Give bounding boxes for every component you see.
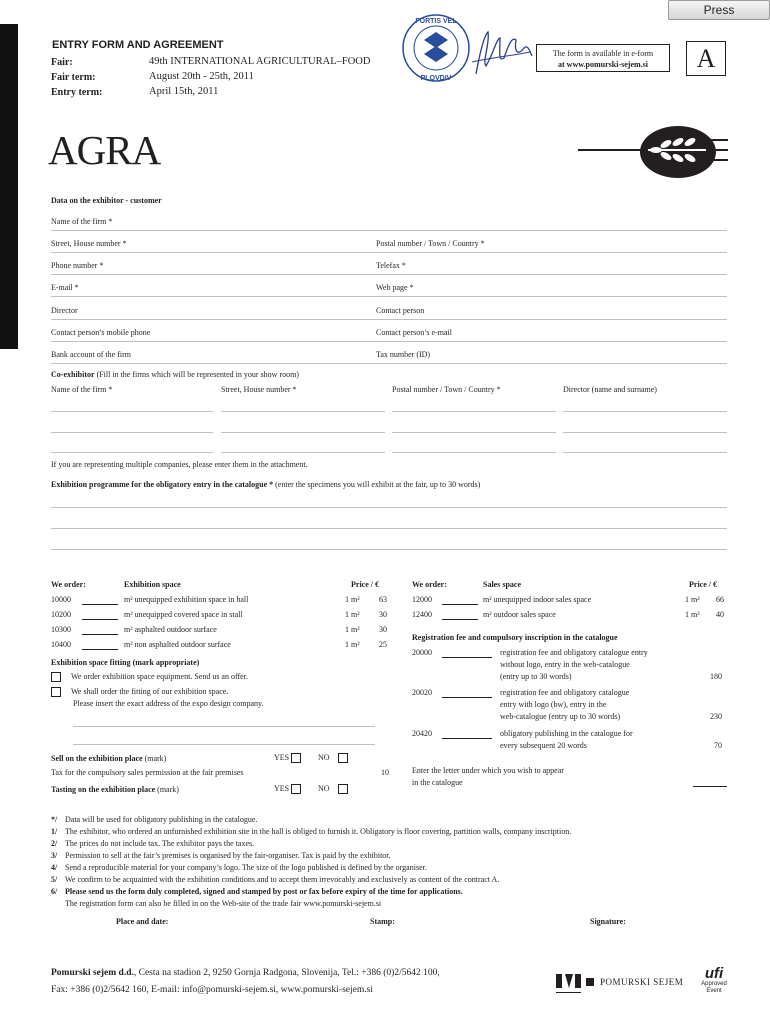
reg-desc-line: without logo, entry in the web-catalogue: [500, 660, 630, 669]
signature-label: Signature:: [590, 917, 626, 926]
footer-company: Pomurski sejem d.d.: [51, 968, 134, 978]
firm-name-label: Name of the firm *: [51, 217, 113, 226]
sales-tax-price: 10: [381, 768, 389, 777]
order-price: 63: [379, 595, 387, 604]
eform-line2[interactable]: at www.pomurski-sejem.si: [558, 60, 648, 69]
fitting-option-2: [51, 687, 228, 697]
note-mark: 4/: [51, 863, 58, 872]
email-label: E-mail *: [51, 283, 79, 292]
reg-qty-field[interactable]: [442, 697, 492, 698]
reg-desc-line: (entry up to 30 words): [500, 672, 572, 681]
tasting-yes: [274, 784, 301, 794]
order-price: 30: [379, 625, 387, 634]
sell-row: [51, 754, 166, 763]
note-item: [51, 827, 571, 836]
order-unit: 1 m²: [685, 595, 700, 604]
expo-address-line-2[interactable]: [73, 744, 375, 745]
co-field-r1c1[interactable]: [51, 411, 213, 412]
street-field[interactable]: [51, 252, 727, 253]
programme-title: Exhibition programme for the obligatory entry in the catalogue *: [51, 480, 274, 489]
note-item: [51, 875, 499, 884]
order-unit: 1 m²: [345, 595, 360, 604]
tax-label: Tax number (ID): [376, 350, 431, 359]
reg-code: 20020: [412, 688, 432, 697]
programme-note: (enter the specimens you will exhibit at the fair, up to 30 words): [273, 480, 481, 489]
sell-yes-label: YES: [274, 753, 290, 762]
reg-code: 20420: [412, 729, 432, 738]
reg-desc-line: registration fee and obligatory catalogue entry: [500, 648, 648, 657]
web-label: Web page *: [376, 283, 414, 292]
order-qty-field[interactable]: [82, 634, 118, 635]
order-qty-field[interactable]: [82, 619, 118, 620]
pomurski-sejem-logo-icon: [556, 970, 596, 998]
bank-field[interactable]: [51, 363, 727, 364]
order-unit: 1 m²: [345, 610, 360, 619]
note-mark: 3/: [51, 851, 58, 860]
coexhibitor-note: (Fill in the firms which will be represented in your show room): [94, 370, 299, 379]
tasting-row: [51, 785, 179, 794]
order-code: 12000: [412, 595, 432, 604]
fair-seal-stamp: [398, 10, 474, 86]
coexhibitor-heading: [51, 370, 299, 379]
bank-label: Bank account of the firm: [51, 350, 131, 359]
note-text: The registration form can also be filled in on the Web-site of the trade fair www.pomurski-sejem.si: [65, 899, 382, 908]
programme-heading: [51, 480, 480, 489]
wheat-logo-icon: [578, 118, 728, 186]
co-field-r2c3[interactable]: [392, 432, 556, 433]
fair-value: 49th INTERNATIONAL AGRICULTURAL–FOOD: [149, 56, 371, 67]
order-unit: 1 m²: [685, 610, 700, 619]
fitting-option-1-label: We order exhibition space equipment. Send us an offer.: [71, 672, 248, 681]
order-price: 30: [379, 610, 387, 619]
tasting-no: [318, 784, 348, 794]
note-mark: 6/: [51, 887, 58, 896]
note-mark: 5/: [51, 875, 58, 884]
right-price-header: Price / €: [689, 580, 717, 589]
left-space-header: Exhibition space: [124, 580, 181, 589]
fitting-option-2-label: We shall order the fitting of our exhibition space.: [71, 687, 229, 696]
order-desc: m² unequipped covered space in stall: [124, 610, 243, 619]
coexhibitor-attachment-note: If you are representing multiple companies, please enter them in the attachment.: [51, 460, 308, 469]
reg-price: 180: [710, 672, 722, 681]
note-text: Data will be used for obligatory publishing in the catalogue.: [65, 815, 258, 824]
svg-text:FORTIS VEL: FORTIS VEL: [415, 18, 457, 25]
note-mark: 1/: [51, 827, 58, 836]
postal-label: Postal number / Town / Country *: [376, 239, 485, 248]
order-code: 10300: [51, 625, 71, 634]
note-item: [51, 815, 257, 824]
contact-mobile-field[interactable]: [51, 341, 727, 342]
fitting-option-1: [51, 672, 248, 682]
order-desc: m² asphalted outdoor surface: [124, 625, 217, 634]
director-field[interactable]: [51, 319, 727, 320]
right-we-order-header: We order:: [412, 580, 447, 589]
contact-email-label: Contact person’s e-mail: [376, 328, 452, 337]
director-label: Director: [51, 306, 78, 315]
tasting-label: Tasting on the exhibition place: [51, 785, 156, 794]
tasting-no-checkbox[interactable]: [338, 784, 348, 794]
left-price-header: Price / €: [351, 580, 379, 589]
sell-mark-note: (mark): [142, 754, 167, 763]
fitting-heading: Exhibition space fitting (mark appropriate): [51, 658, 200, 667]
ufi-logo-text: ufi: [704, 965, 724, 982]
catalogue-letter-line1: Enter the letter under which you wish to appear: [412, 766, 564, 775]
order-qty-field[interactable]: [442, 619, 478, 620]
order-desc: m² outdoor sales space: [483, 610, 556, 619]
footer-address: [51, 968, 440, 978]
order-qty-field[interactable]: [442, 604, 478, 605]
sell-yes: [274, 753, 301, 763]
sell-label: Sell on the exhibition place: [51, 754, 143, 763]
order-qty-field[interactable]: [82, 649, 118, 650]
fair-term-label: Fair term:: [51, 72, 96, 83]
reg-desc-line: registration fee and obligatory catalogue: [500, 688, 630, 697]
stamp-label: Stamp:: [370, 917, 395, 926]
tasting-yes-checkbox[interactable]: [291, 784, 301, 794]
note-mark: 2/: [51, 839, 58, 848]
tasting-mark-note: (mark): [155, 785, 179, 794]
registration-heading: Registration fee and compulsory inscription in the catalogue: [412, 633, 618, 642]
sales-tax-text: Tax for the compulsory sales permission at the fair premises: [51, 768, 244, 777]
order-code: 10200: [51, 610, 71, 619]
co-street-label: Street, House number *: [221, 385, 297, 394]
tasting-yes-label: YES: [274, 784, 290, 793]
contact-label: Contact person: [376, 306, 425, 315]
reg-desc-line: every subsequent 20 words: [500, 741, 587, 750]
order-desc: m² unequipped indoor sales space: [483, 595, 592, 604]
co-firm-label: Name of the firm *: [51, 385, 113, 394]
eform-line1: The form is available in e-form: [552, 49, 654, 58]
note-text: We confirm to be acquainted with the exhibition conditions and to accept them irrevocably and exclusively as content of the contract A.: [65, 875, 500, 884]
svg-text:PLOVDIV: PLOVDIV: [420, 75, 452, 82]
order-code: 10000: [51, 595, 71, 604]
order-price: 25: [379, 640, 387, 649]
catalogue-letter-line2: in the catalogue: [412, 778, 463, 787]
tasting-no-label: NO: [318, 784, 330, 793]
co-field-r2c1[interactable]: [51, 432, 213, 433]
exhibitor-heading: Data on the exhibitor - customer: [51, 196, 162, 205]
firm-name-field[interactable]: [51, 230, 727, 231]
fair-term-value: August 20th - 25th, 2011: [149, 71, 254, 82]
reg-qty-field[interactable]: [442, 657, 492, 658]
footer-brand: POMURSKI SEJEM: [600, 977, 684, 987]
note-item: [51, 851, 391, 860]
order-unit: 1 m²: [345, 625, 360, 634]
order-code: 12400: [412, 610, 432, 619]
telefax-label: Telefax *: [376, 261, 406, 270]
co-field-r2c2[interactable]: [221, 432, 385, 433]
form-letter-box: A: [686, 41, 726, 76]
coexhibitor-title: Co-exhibitor: [51, 370, 95, 379]
co-field-r3c1[interactable]: [51, 452, 213, 453]
expo-address-line-1[interactable]: [73, 726, 375, 727]
reg-desc-line: web-catalogue (entry up to 30 words): [500, 712, 621, 721]
reg-code: 20000: [412, 648, 432, 657]
co-field-r3c3[interactable]: [392, 452, 556, 453]
ufi-sub2: Event: [706, 988, 722, 994]
reg-price: 70: [714, 741, 722, 750]
sell-no: [318, 753, 348, 763]
note-item: [51, 839, 254, 848]
fair-label: Fair:: [51, 57, 73, 68]
form-title: ENTRY FORM AND AGREEMENT: [52, 39, 224, 51]
entry-term-label: Entry term:: [51, 87, 103, 98]
note-item: [51, 899, 381, 908]
reg-desc-line: obligatory publishing in the catalogue for: [500, 729, 633, 738]
order-price: 66: [716, 595, 724, 604]
place-date-label: Place and date:: [116, 917, 169, 926]
note-text: Please send us the form duly completed, signed and stamped by post or fax before expiry of the time for applications.: [65, 887, 463, 896]
entry-term-value: April 15th, 2011: [149, 86, 219, 97]
contact-mobile-label: Contact person’s mobile phone: [51, 328, 151, 337]
co-field-r1c4[interactable]: [563, 411, 727, 412]
footer-address-text: , Cesta na stadion 2, 9250 Gornja Radgona, Slovenija, Tel.: +386 (0)2/5642 100,: [133, 968, 440, 978]
co-field-r2c4[interactable]: [563, 432, 727, 433]
ufi-sub1: Approved: [701, 981, 727, 987]
reg-desc-line: entry with logo (bw), entry in the: [500, 700, 607, 709]
sell-yes-checkbox[interactable]: [291, 753, 301, 763]
order-desc: m² non asphalted outdoor surface: [124, 640, 231, 649]
reg-price: 230: [710, 712, 722, 721]
email-field[interactable]: [51, 296, 727, 297]
note-text: The exhibitor, who ordered an unfurnished exhibition site in the hall is obliged to furnish it. Obligatory is floor covering, partition walls, company inscription.: [65, 827, 572, 836]
order-desc: m² unequipped exhibition space in hall: [124, 595, 249, 604]
side-bar: [0, 24, 18, 349]
fitting-option-2-checkbox[interactable]: [51, 687, 61, 697]
co-field-r1c2[interactable]: [221, 411, 385, 412]
catalogue-letter-field[interactable]: [693, 786, 727, 787]
note-item: [51, 887, 463, 896]
footer-contact: Fax: +386 (0)2/5642 160, E-mail: info@pomurski-sejem.si, www.pomurski-sejem.si: [51, 985, 373, 995]
programme-line-3[interactable]: [51, 549, 727, 550]
agra-logo-title: AGRA: [48, 127, 161, 173]
ufi-approved-badge: [694, 966, 734, 995]
co-postal-label: Postal number / Town / Country *: [392, 385, 501, 394]
handwritten-signature: [470, 22, 536, 82]
phone-field[interactable]: [51, 274, 727, 275]
eform-note: [536, 44, 670, 72]
left-we-order-header: We order:: [51, 580, 86, 589]
note-text: The prices do not include tax. The exhibitor pays the taxes.: [65, 839, 255, 848]
order-code: 10400: [51, 640, 71, 649]
order-unit: 1 m²: [345, 640, 360, 649]
co-director-label: Director (name and surname): [563, 385, 657, 394]
order-price: 40: [716, 610, 724, 619]
reg-qty-field[interactable]: [442, 738, 492, 739]
programme-line-1[interactable]: [51, 507, 727, 508]
co-field-r1c3[interactable]: [392, 411, 556, 412]
co-field-r3c4[interactable]: [563, 452, 727, 453]
phone-label: Phone number *: [51, 261, 104, 270]
sell-no-checkbox[interactable]: [338, 753, 348, 763]
street-label: Street, House number *: [51, 239, 127, 248]
right-space-header: Sales space: [483, 580, 521, 589]
press-button[interactable]: Press: [668, 0, 770, 20]
note-text: Permission to sell at the fair’s premises is organised by the fair-organiser. Tax is paid by the exhibitor.: [65, 851, 391, 860]
fitting-option-1-checkbox[interactable]: [51, 672, 61, 682]
note-item: [51, 863, 427, 872]
programme-line-2[interactable]: [51, 528, 727, 529]
order-qty-field[interactable]: [82, 604, 118, 605]
note-text: Send a reproducible material for your company’s logo. The size of the logo published is defined by the organiser.: [65, 863, 427, 872]
sell-no-label: NO: [318, 753, 330, 762]
note-mark: */: [51, 815, 58, 824]
fitting-option-2-sublabel: Please insert the exact address of the expo design company.: [73, 699, 264, 708]
co-field-r3c2[interactable]: [221, 452, 385, 453]
